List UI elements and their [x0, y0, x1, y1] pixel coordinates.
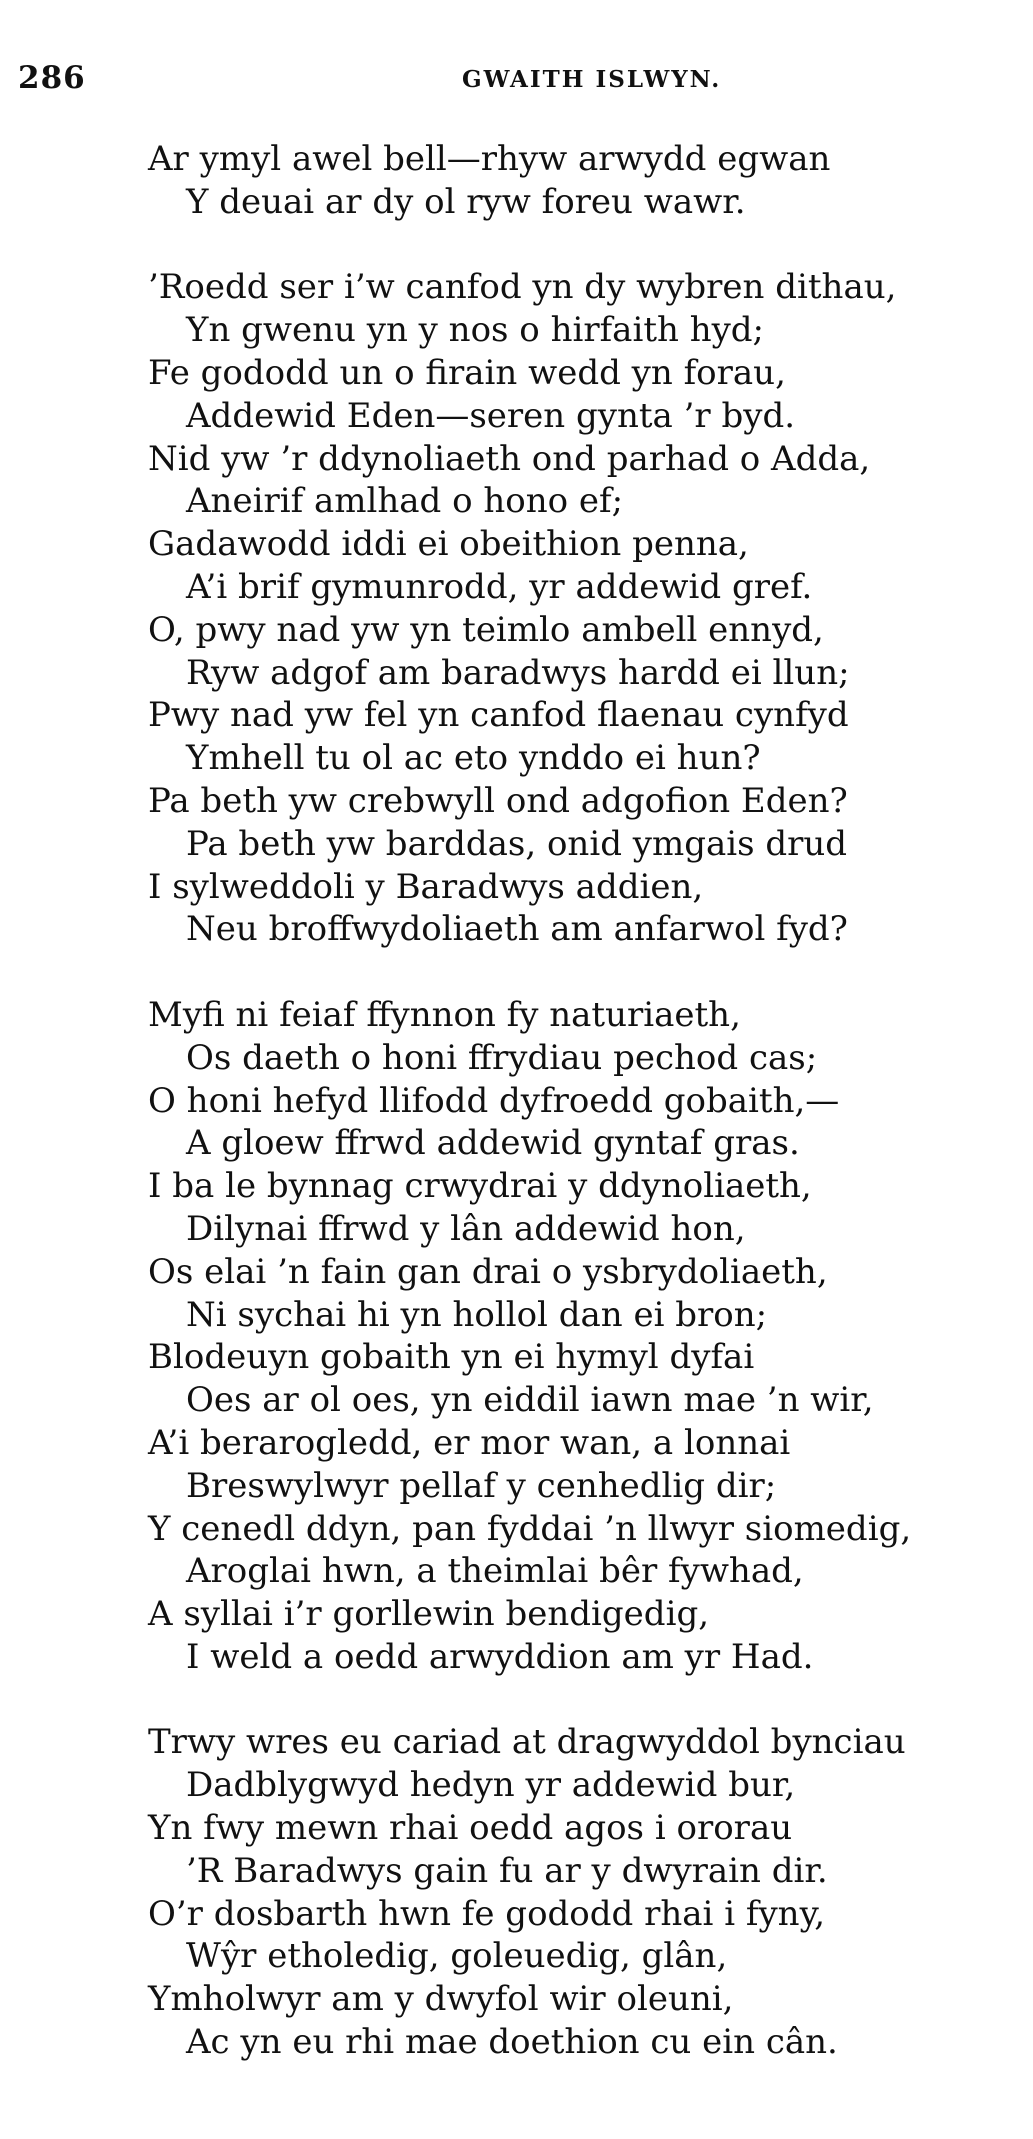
poem-line: Blodeuyn gobaith yn ei hymyl dyfai: [148, 1337, 755, 1378]
stanza-break: [0, 1679, 1033, 1722]
poem-line: Pa beth yw crebwyll ond adgofion Eden?: [148, 780, 848, 821]
poem-line: Pwy nad yw fel yn canfod flaenau cynfyd: [148, 695, 849, 736]
poem-line: Dilynai ffrwd y lân addewid hon,: [186, 1208, 746, 1249]
poem-line: Y deuai ar dy ol ryw foreu wawr.: [186, 181, 746, 222]
poem-line: Gadawodd iddi ei obeithion penna,: [148, 524, 749, 565]
poem-line: Ymhell tu ol ac eto ynddo ei hun?: [186, 738, 761, 779]
stanza-break: [0, 224, 1033, 267]
poem-body: [0, 138, 1033, 2064]
running-title: GWAITH ISLWYN.: [462, 66, 722, 93]
poem-line: Neu broffwydoliaeth am anfarwol fyd?: [186, 909, 848, 950]
poem-line: Pa beth yw barddas, onid ymgais drud: [186, 823, 848, 864]
poem-line: Trwy wres eu cariad at dragwyddol bynciau: [148, 1722, 906, 1763]
poem-line: Nid yw ’r ddynoliaeth ond parhad o Adda,: [148, 438, 871, 479]
poem-line: Y cenedl ddyn, pan fyddai ’n llwyr siomedig,: [148, 1508, 912, 1549]
poem-line: O’r dosbarth hwn fe gododd rhai i fyny,: [148, 1893, 826, 1934]
poem-line: Aroglai hwn, a theimlai bêr fywhad,: [186, 1551, 804, 1592]
poem-line: Addewid Eden—seren gynta ’r byd.: [186, 395, 796, 436]
poem-line: I weld a oedd arwyddion am yr Had.: [186, 1636, 814, 1677]
poem-line: Ymholwyr am y dwyfol wir oleuni,: [148, 1979, 734, 2020]
poem-line: Oes ar ol oes, yn eiddil iawn mae ’n wir,: [186, 1380, 874, 1421]
poem-line: Ac yn eu rhi mae doethion cu ein cân.: [186, 2022, 838, 2063]
page-number: 286: [18, 60, 86, 96]
poem-line: I sylweddoli y Baradwys addien,: [148, 866, 704, 907]
poem-line: Os daeth o honi ffrydiau pechod cas;: [186, 1037, 818, 1078]
poem-line: Wŷr etholedig, goleuedig, glân,: [186, 1936, 728, 1977]
poem-line: A’i brif gymunrodd, yr addewid gref.: [186, 566, 813, 607]
poem-line: Ryw adgof am baradwys hardd ei llun;: [186, 652, 850, 693]
page-header: [18, 60, 1018, 104]
stanza-break: [0, 951, 1033, 994]
poem-line: O honi hefyd llifodd dyfroedd gobaith,—: [148, 1080, 840, 1121]
poem-line: Myfi ni feiaf ffynnon fy naturiaeth,: [148, 994, 741, 1035]
poem-line: Yn gwenu yn y nos o hirfaith hyd;: [186, 310, 765, 351]
poem-line: ’Roedd ser i’w canfod yn dy wybren dithau,: [148, 267, 897, 308]
poem-line: O, pwy nad yw yn teimlo ambell ennyd,: [148, 609, 824, 650]
poem-line: Aneirif amlhad o hono ef;: [186, 481, 624, 522]
poem-line: Yn fwy mewn rhai oedd agos i ororau: [148, 1808, 793, 1849]
poem-line: Fe gododd un o firain wedd yn forau,: [148, 352, 786, 393]
poem-line: Ni sychai hi yn hollol dan ei bron;: [186, 1294, 768, 1335]
poem-line: A gloew ffrwd addewid gyntaf gras.: [186, 1123, 800, 1164]
poem-line: Os elai ’n fain gan drai o ysbrydoliaeth,: [148, 1251, 828, 1292]
poem-line: A syllai i’r gorllewin bendigedig,: [148, 1594, 710, 1635]
poem-line: I ba le bynnag crwydrai y ddynoliaeth,: [148, 1166, 812, 1207]
poem-line: Dadblygwyd hedyn yr addewid bur,: [186, 1765, 796, 1806]
poem-line: Ar ymyl awel bell—rhyw arwydd egwan: [148, 139, 831, 179]
poem-line: Breswylwyr pellaf y cenhedlig dir;: [186, 1465, 777, 1506]
poem-line: A’i berarogledd, er mor wan, a lonnai: [148, 1422, 791, 1463]
poem-line: ’R Baradwys gain fu ar y dwyrain dir.: [186, 1850, 828, 1891]
